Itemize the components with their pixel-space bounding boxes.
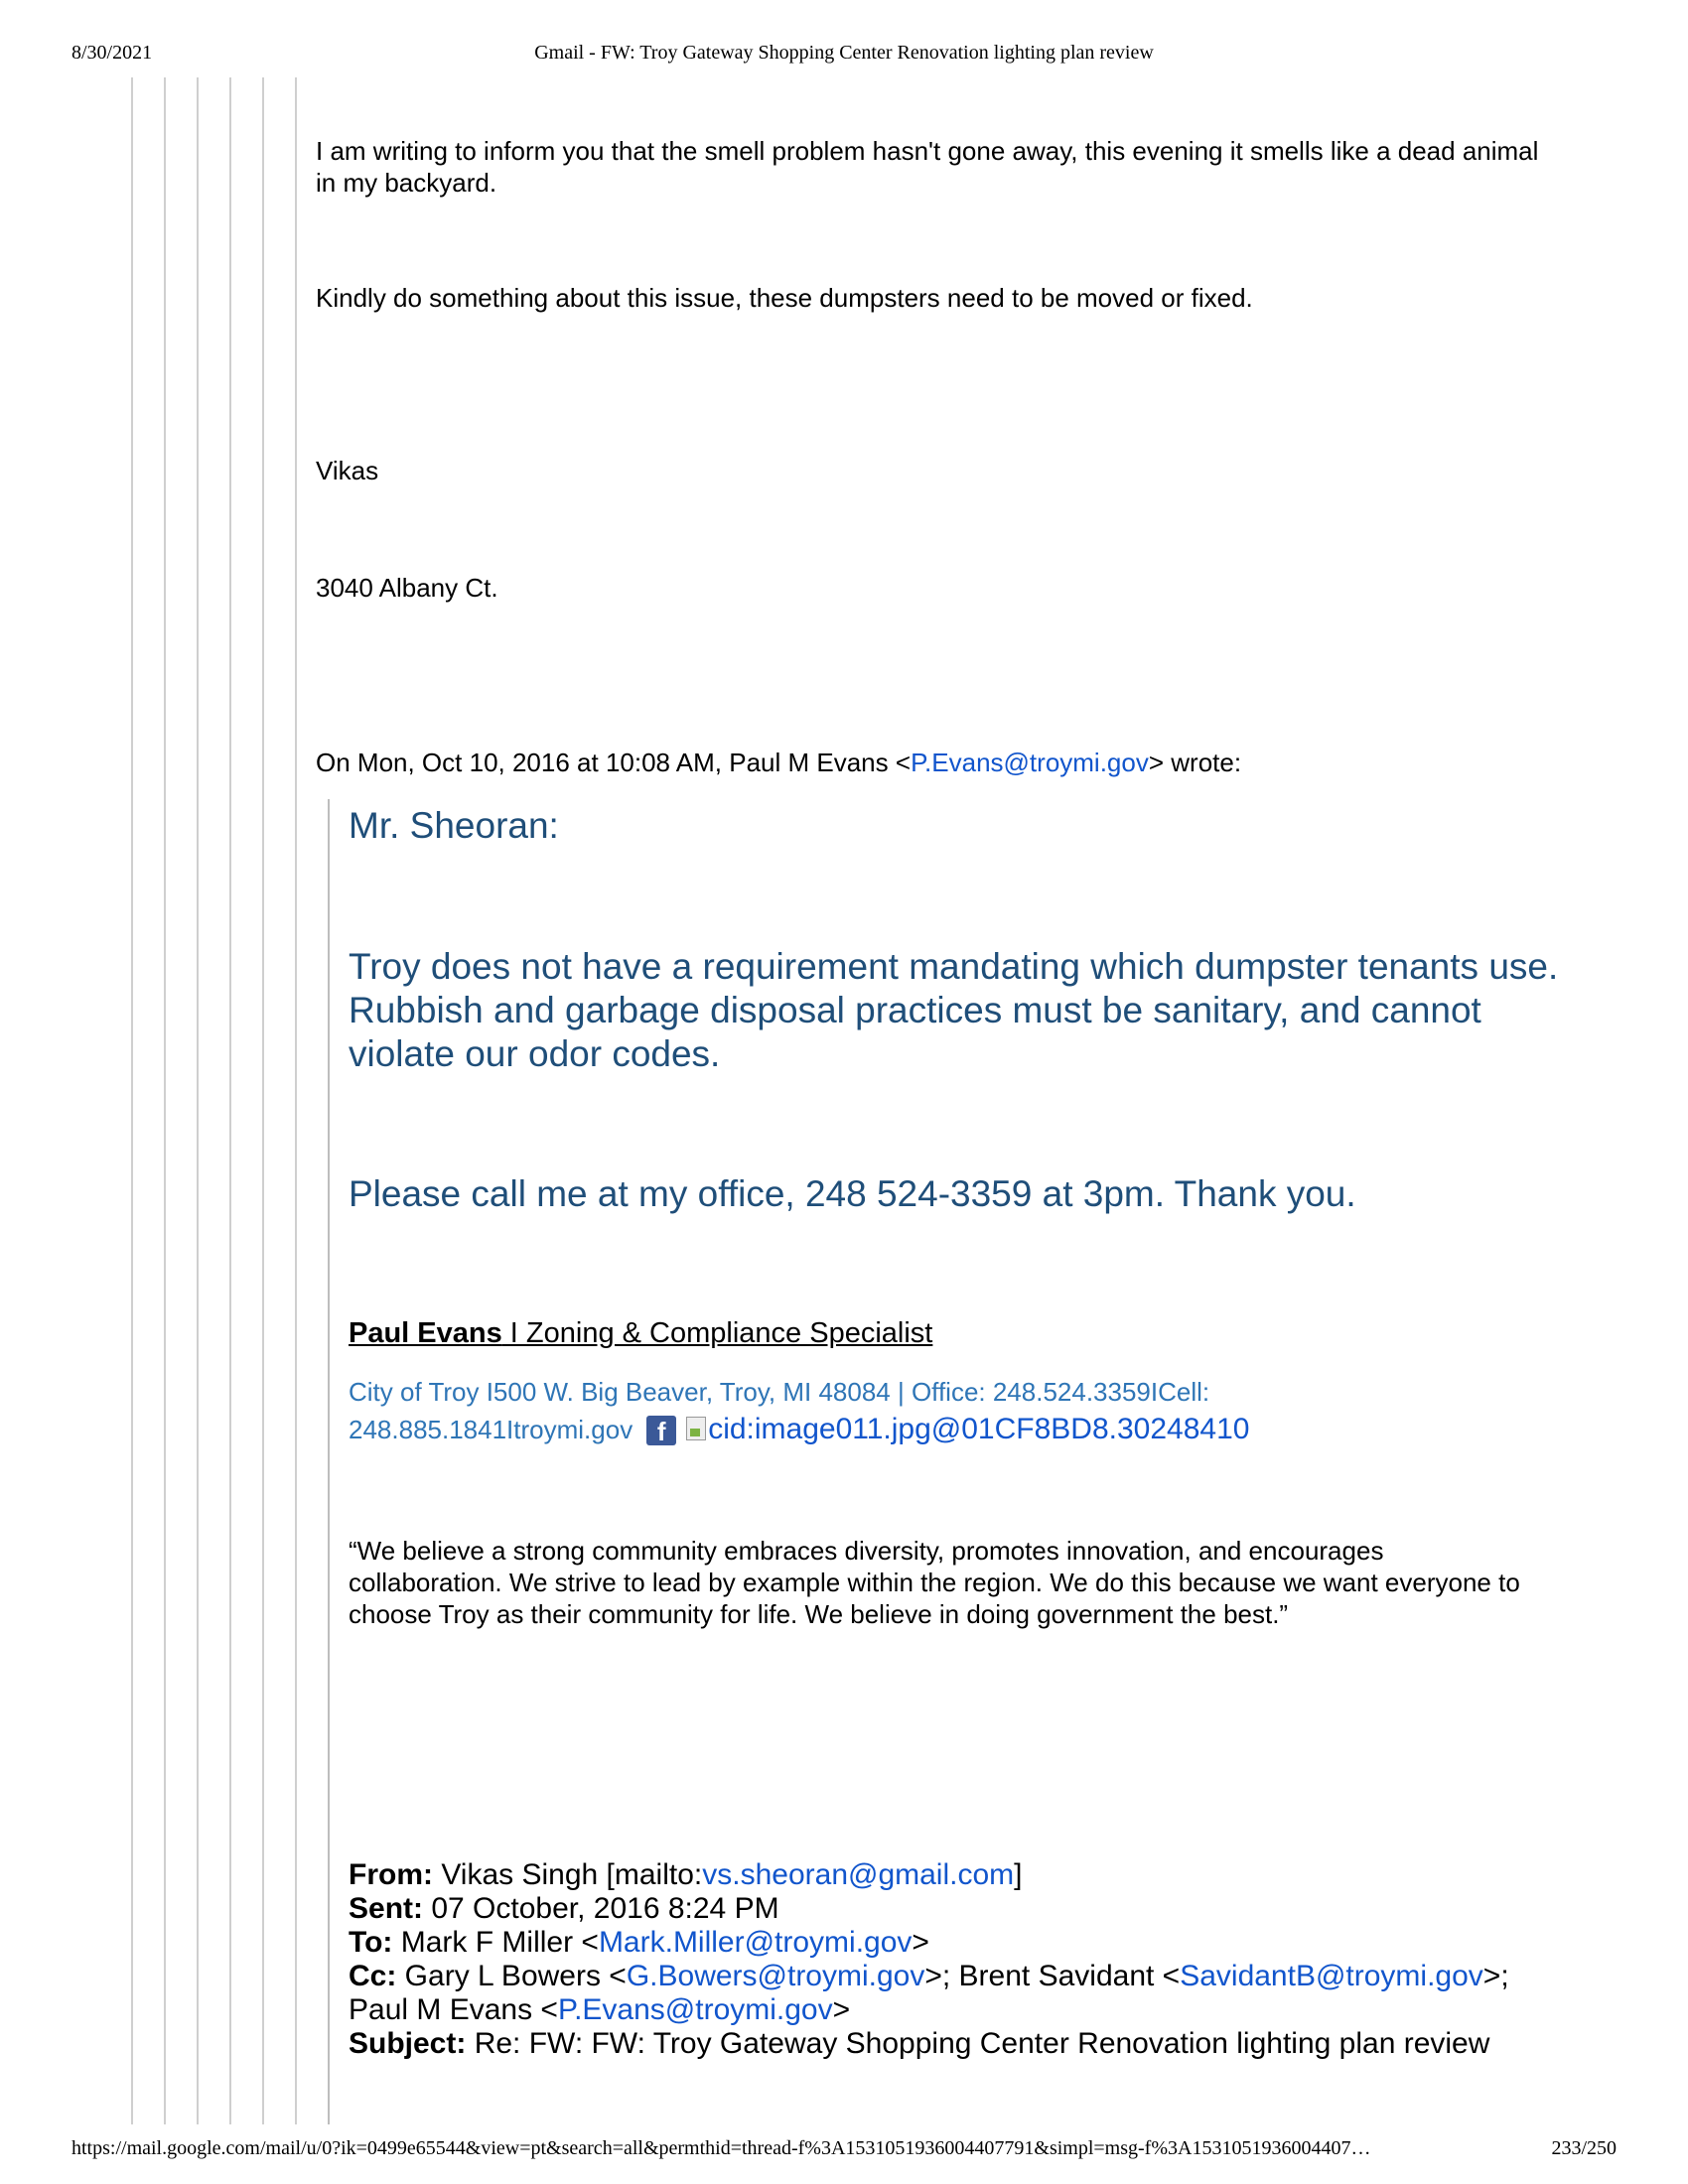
quote-level-line	[131, 77, 133, 2124]
print-url: https://mail.google.com/mail/u/0?ik=0499e65544&view=pt&search=all&permthid=thread-f%3A1531051936004407791&simpl=msg-f%3A1531051936004407…	[71, 2137, 1371, 2159]
email-link[interactable]: P.Evans@troymi.gov	[911, 748, 1149, 777]
print-page-number: 233/250	[1551, 2137, 1617, 2159]
email-link[interactable]: vs.sheoran@gmail.com	[702, 1858, 1015, 1891]
sender-address: 3040 Albany Ct.	[316, 573, 498, 603]
sender-name: Vikas	[316, 456, 379, 485]
header-cc-cont: Paul M Evans <P.Evans@troymi.gov>	[349, 1993, 851, 2026]
header-cc: Cc: Gary L Bowers <G.Bowers@troymi.gov>; Brent Savidant <SavidantB@troymi.gov>;	[349, 1960, 1509, 1992]
quoted-body: Troy does not have a requirement mandating which dumpster tenants use. Rubbish and garbage disposal practices must be sanitary, and cannot violate our odor codes.	[349, 946, 1559, 1074]
header-to: To: Mark F Miller <Mark.Miller@troymi.gov>	[349, 1926, 929, 1959]
print-date: 8/30/2021	[71, 42, 153, 64]
quoted-body: Please call me at my office, 248 524-3359 at 3pm. Thank you.	[349, 1173, 1356, 1214]
header-subject: Subject: Re: FW: FW: Troy Gateway Shopping Center Renovation lighting plan review	[349, 2027, 1490, 2060]
facebook-icon[interactable]: f	[646, 1416, 676, 1445]
header-sent: Sent: 07 October, 2016 8:24 PM	[349, 1892, 779, 1925]
signature-contact	[349, 1373, 1550, 1448]
image-alt-text: cid:image011.jpg@01CF8BD8.30248410	[708, 1413, 1250, 1445]
city-motto: “We believe a strong community embraces diversity, promotes innovation, and encourages collaboration. We strive to lead by example within the region. We do this because we want everyone to choose Troy as their community for life. We believe in doing government the best.”	[349, 1536, 1520, 1629]
email-link[interactable]: G.Bowers@troymi.gov	[626, 1960, 925, 1992]
print-title: Gmail - FW: Troy Gateway Shopping Center Renovation lighting plan review	[534, 42, 1154, 64]
broken-image-icon	[686, 1417, 706, 1440]
quote-level-line	[295, 77, 297, 2124]
signature-contact-line-2: 248.885.1841Itroymi.gov f cid:image011.jpg@01CF8BD8.30248410	[349, 1413, 1250, 1446]
quoted-greeting: Mr. Sheoran:	[349, 805, 559, 846]
header-from: From: Vikas Singh [mailto:vs.sheoran@gmail.com]	[349, 1858, 1023, 1891]
signature-role: I Zoning & Compliance Specialist	[501, 1317, 933, 1349]
message-paragraph: Kindly do something about this issue, these dumpsters need to be moved or fixed.	[316, 283, 1253, 313]
email-link[interactable]: Mark.Miller@troymi.gov	[598, 1926, 913, 1959]
signature-title	[349, 1316, 1550, 1350]
quote-level-line	[229, 77, 231, 2124]
email-link[interactable]: SavidantB@troymi.gov	[1180, 1960, 1483, 1992]
forwarded-headers	[349, 1858, 1550, 2061]
quote-level-line	[262, 77, 264, 2124]
signature-contact-line: City of Troy I500 W. Big Beaver, Troy, MI 48084 | Office: 248.524.3359ICell:	[349, 1377, 1210, 1407]
reply-attribution: On Mon, Oct 10, 2016 at 10:08 AM, Paul M Evans <P.Evans@troymi.gov> wrote:	[316, 748, 1242, 777]
quote-level-line	[164, 77, 166, 2124]
email-link[interactable]: P.Evans@troymi.gov	[557, 1993, 833, 2026]
quote-level-line	[197, 77, 199, 2124]
signature-name: Paul Evans	[349, 1317, 502, 1349]
message-paragraph: I am writing to inform you that the smell problem hasn't gone away, this evening it smells like a dead animal in my backyard.	[316, 136, 1539, 198]
quote-level-line	[328, 799, 330, 2124]
